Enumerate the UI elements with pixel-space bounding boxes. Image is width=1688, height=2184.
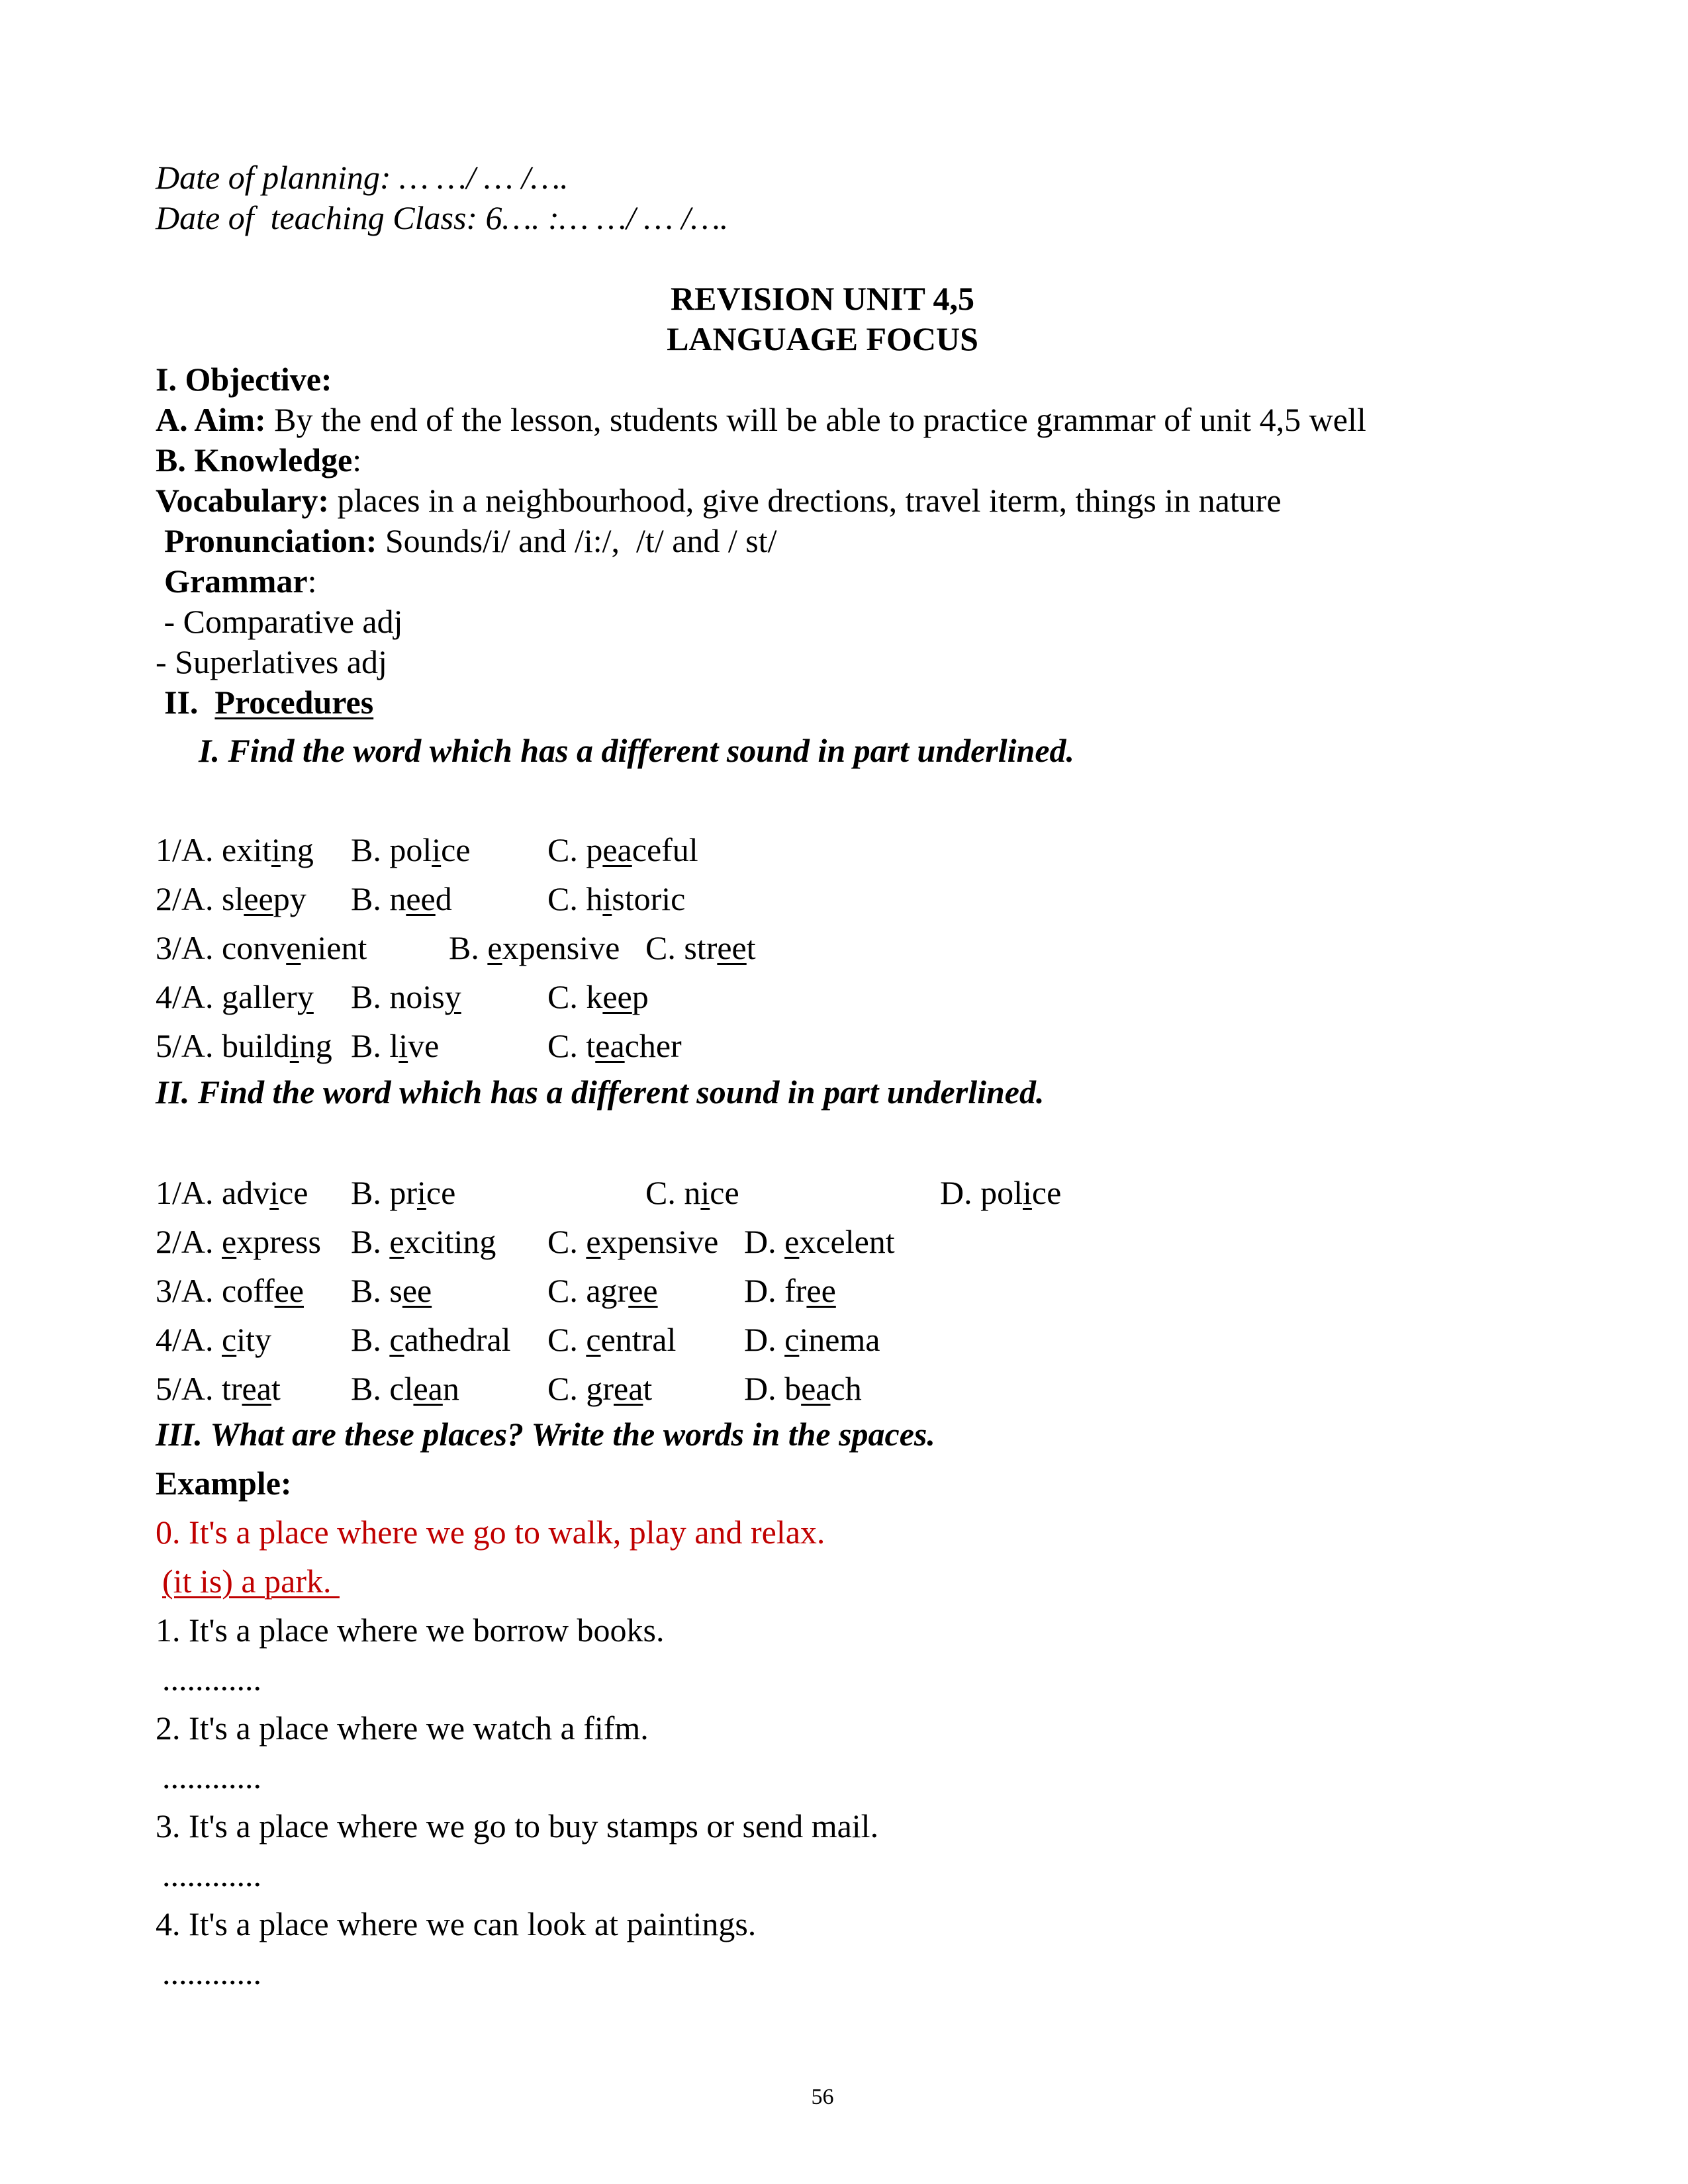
exercise-1-heading: I. Find the word which has a different sound in part underlined. — [199, 732, 1075, 769]
knowledge-label: B. Knowledge — [156, 441, 353, 478]
option-3-a-pre: 3/A. conv — [156, 929, 287, 966]
option-2-b — [351, 879, 452, 919]
pronunciation-text: Sounds/i/ and /i:/, /t/ and / st/ — [377, 522, 777, 559]
option-5-c-pre: C. gr — [547, 1370, 614, 1407]
option-1-c — [547, 830, 698, 870]
option-1-b-post: ce — [426, 1174, 456, 1211]
option-2-a-pre: 2/A. sl — [156, 880, 244, 917]
question-2: 2. It's a place where we watch a fifm. — [156, 1709, 649, 1747]
option-3-a-ul: ee — [274, 1272, 304, 1309]
vocabulary-text: places in a neighbourhood, give drections, travel iterm, things in nature — [329, 482, 1282, 519]
aim-label: A. Aim: — [156, 401, 266, 438]
option-4-d — [744, 1320, 880, 1359]
option-3-c-pre: C. agr — [547, 1272, 629, 1309]
option-2-a-ul: e — [222, 1223, 237, 1260]
option-2-c-pre: C. — [547, 1223, 586, 1260]
grammar-line — [164, 561, 316, 601]
option-1-d-ul: i — [1023, 1174, 1032, 1211]
option-1-b-pre: B. pr — [351, 1174, 417, 1211]
option-4-a-ul: y — [297, 978, 314, 1015]
option-2-c-pre: C. h — [547, 880, 603, 917]
option-1-c-post: ce — [710, 1174, 739, 1211]
option-3-b-pre: B. s — [351, 1272, 402, 1309]
option-4-a-pre: 4/A. — [156, 1321, 222, 1358]
option-2-b-ul: e — [389, 1223, 404, 1260]
option-1-c-pre: C. n — [645, 1174, 701, 1211]
option-2-b-pre: B. n — [351, 880, 406, 917]
date-of-planning: Date of planning: … …/ … /…. — [156, 159, 569, 196]
knowledge-line — [156, 440, 361, 480]
option-5-a-ul: i — [289, 1027, 299, 1064]
grammar-item-superlatives: - Superlatives adj — [156, 643, 387, 680]
option-3-a-ul: e — [286, 929, 301, 966]
option-1-a — [156, 1173, 308, 1212]
aim-text: By the end of the lesson, students will be able to practice grammar of unit 4,5 well — [265, 401, 1366, 438]
option-3-c — [547, 1271, 658, 1310]
option-3-b-ul: ee — [402, 1272, 432, 1309]
option-2-a-post: xpress — [236, 1223, 321, 1260]
question-4: 4. It's a place where we can look at paintings. — [156, 1905, 757, 1942]
option-2-d — [744, 1222, 895, 1261]
option-4-b-pre: B. — [351, 1321, 390, 1358]
option-1-a-post: ce — [279, 1174, 308, 1211]
option-1-b-pre: B. pol — [351, 831, 432, 868]
option-1-a-post: ng — [280, 831, 314, 868]
option-1-a-pre: 1/A. adv — [156, 1174, 270, 1211]
option-5-d-ul: ea — [801, 1370, 831, 1407]
option-2-d-ul: e — [784, 1223, 800, 1260]
knowledge-colon: : — [352, 441, 362, 478]
option-2-c — [547, 879, 685, 919]
option-5-c-post: cher — [624, 1027, 682, 1064]
option-1-c-ul: i — [700, 1174, 710, 1211]
page-number: 56 — [811, 2085, 834, 2109]
option-3-c-post: t — [746, 929, 756, 966]
option-1-d — [940, 1173, 1061, 1212]
option-4-b-ul: y — [444, 978, 461, 1015]
option-3-a-post: nient — [301, 929, 367, 966]
option-1-c-ul: ea — [602, 831, 632, 868]
date-of-teaching: Date of teaching Class: 6…. :… …/ … /…. — [156, 199, 729, 236]
option-2-d-pre: D. — [744, 1223, 785, 1260]
option-5-d-post: ch — [830, 1370, 862, 1407]
option-5-a — [156, 1026, 332, 1066]
option-5-d — [744, 1369, 862, 1408]
option-4-a — [156, 977, 314, 1017]
option-1-b-ul: i — [417, 1174, 426, 1211]
answer-blank-2: ............ — [162, 1758, 261, 1796]
option-4-a-pre: 4/A. galler — [156, 978, 297, 1015]
option-1-b-ul: i — [432, 831, 442, 868]
option-5-c-pre: C. t — [547, 1027, 596, 1064]
vocabulary-label: Vocabulary: — [156, 482, 330, 519]
option-4-c — [547, 1320, 676, 1359]
option-3-c-pre: C. str — [645, 929, 718, 966]
option-1-a-ul: i — [269, 1174, 279, 1211]
option-3-c — [645, 928, 756, 968]
pronunciation-label: Pronunciation: — [164, 522, 377, 559]
option-4-b-ul: c — [389, 1321, 404, 1358]
example-label: Example: — [156, 1465, 292, 1502]
option-4-b-post: athedral — [404, 1321, 511, 1358]
option-5-a-pre: 5/A. tr — [156, 1370, 242, 1407]
question-1: 1. It's a place where we borrow books. — [156, 1612, 665, 1649]
option-4-a-post: ity — [236, 1321, 271, 1358]
answer-blank-4: ............ — [162, 1954, 261, 1991]
title-line-1: REVISION UNIT 4,5 — [671, 280, 974, 317]
procedures-number: II. — [164, 684, 199, 721]
option-2-c-post: xpensive — [600, 1223, 719, 1260]
example-question: 0. It's a place where we go to walk, play and relax. — [156, 1514, 825, 1551]
option-3-d-ul: ee — [806, 1272, 836, 1309]
option-4-c-ul: c — [586, 1321, 601, 1358]
procedures-heading — [164, 682, 373, 722]
option-3-c-ul: ee — [628, 1272, 658, 1309]
option-1-a-ul: i — [271, 831, 281, 868]
option-4-a-ul: c — [222, 1321, 237, 1358]
option-1-d-pre: D. pol — [940, 1174, 1023, 1211]
option-2-a — [156, 879, 306, 919]
option-5-c-ul: ea — [595, 1027, 625, 1064]
option-1-a — [156, 830, 314, 870]
option-5-a-pre: 5/A. build — [156, 1027, 290, 1064]
option-5-a — [156, 1369, 281, 1408]
option-4-c-pre: C. — [547, 1321, 586, 1358]
answer-blank-3: ............ — [162, 1856, 261, 1893]
option-3-a — [156, 928, 367, 968]
option-5-c-ul: ea — [614, 1370, 643, 1407]
option-1-b-post: ce — [441, 831, 471, 868]
option-4-c-pre: C. k — [547, 978, 603, 1015]
aim-line — [156, 400, 1366, 439]
option-4-d-ul: c — [784, 1321, 800, 1358]
option-5-c-post: t — [643, 1370, 653, 1407]
option-2-c — [547, 1222, 718, 1261]
option-5-b — [351, 1369, 459, 1408]
option-5-b-post: ve — [408, 1027, 440, 1064]
option-4-c — [547, 977, 649, 1017]
option-5-b-pre: B. l — [351, 1027, 399, 1064]
exercise-3-heading: III. What are these places? Write the words in the spaces. — [156, 1416, 935, 1453]
option-1-c-post: ceful — [632, 831, 698, 868]
question-3: 3. It's a place where we go to buy stamps or send mail. — [156, 1807, 879, 1844]
option-5-b-ul: ea — [413, 1370, 443, 1407]
option-4-a — [156, 1320, 271, 1359]
option-5-c — [547, 1369, 652, 1408]
option-4-b-pre: B. nois — [351, 978, 445, 1015]
grammar-colon: : — [307, 563, 317, 600]
option-3-b — [449, 928, 620, 968]
exercise-2-heading: II. Find the word which has a different sound in part underlined. — [156, 1073, 1045, 1111]
option-2-b — [351, 1222, 496, 1261]
option-5-a-post: ng — [299, 1027, 332, 1064]
option-3-b-ul: e — [487, 929, 502, 966]
option-3-c-ul: ee — [717, 929, 747, 966]
option-1-c-pre: C. p — [547, 831, 603, 868]
option-3-a-pre: 3/A. coff — [156, 1272, 275, 1309]
option-1-b — [351, 830, 471, 870]
option-2-b-ul: ee — [406, 880, 436, 917]
option-5-a-post: t — [271, 1370, 281, 1407]
option-3-b — [351, 1271, 432, 1310]
grammar-item-comparative: - Comparative adj — [156, 603, 403, 640]
option-5-b — [351, 1026, 439, 1066]
option-2-b-post: d — [435, 880, 452, 917]
option-3-d-pre: D. fr — [744, 1272, 807, 1309]
option-1-c — [645, 1173, 739, 1212]
option-3-b-post: xpensive — [502, 929, 620, 966]
option-5-a-ul: ea — [242, 1370, 271, 1407]
option-2-b-pre: B. — [351, 1223, 390, 1260]
example-answer: (it is) a park. — [162, 1563, 340, 1600]
title-line-2: LANGUAGE FOCUS — [667, 320, 978, 357]
procedures-label: Procedures — [214, 684, 374, 721]
option-1-b — [351, 1173, 455, 1212]
option-4-c-ul: ee — [602, 978, 632, 1015]
option-1-a-pre: 1/A. exit — [156, 831, 271, 868]
vocabulary-line — [156, 480, 1282, 520]
option-4-c-post: p — [632, 978, 649, 1015]
option-3-a — [156, 1271, 304, 1310]
option-5-b-pre: B. cl — [351, 1370, 414, 1407]
option-2-c-ul: e — [586, 1223, 601, 1260]
option-1-d-post: ce — [1031, 1174, 1062, 1211]
option-4-d-pre: D. — [744, 1321, 785, 1358]
option-2-d-post: xcelent — [799, 1223, 895, 1260]
option-5-d-pre: D. b — [744, 1370, 802, 1407]
objective-heading: I. Objective: — [156, 361, 332, 398]
option-4-c-post: entral — [600, 1321, 677, 1358]
grammar-label: Grammar — [164, 563, 308, 600]
option-4-b — [351, 977, 461, 1017]
option-5-b-post: n — [442, 1370, 459, 1407]
pronunciation-line — [164, 521, 777, 561]
option-2-a-ul: ee — [244, 880, 273, 917]
option-2-a-pre: 2/A. — [156, 1223, 222, 1260]
option-4-d-post: inema — [799, 1321, 880, 1358]
answer-blank-1: ............ — [162, 1661, 261, 1698]
option-3-d — [744, 1271, 836, 1310]
option-2-a-post: py — [273, 880, 306, 917]
option-2-b-post: xciting — [404, 1223, 496, 1260]
option-2-c-ul: i — [602, 880, 612, 917]
option-5-c — [547, 1026, 682, 1066]
option-5-b-ul: i — [399, 1027, 408, 1064]
option-2-c-post: storic — [612, 880, 686, 917]
option-2-a — [156, 1222, 321, 1261]
option-4-b — [351, 1320, 511, 1359]
option-3-b-pre: B. — [449, 929, 488, 966]
